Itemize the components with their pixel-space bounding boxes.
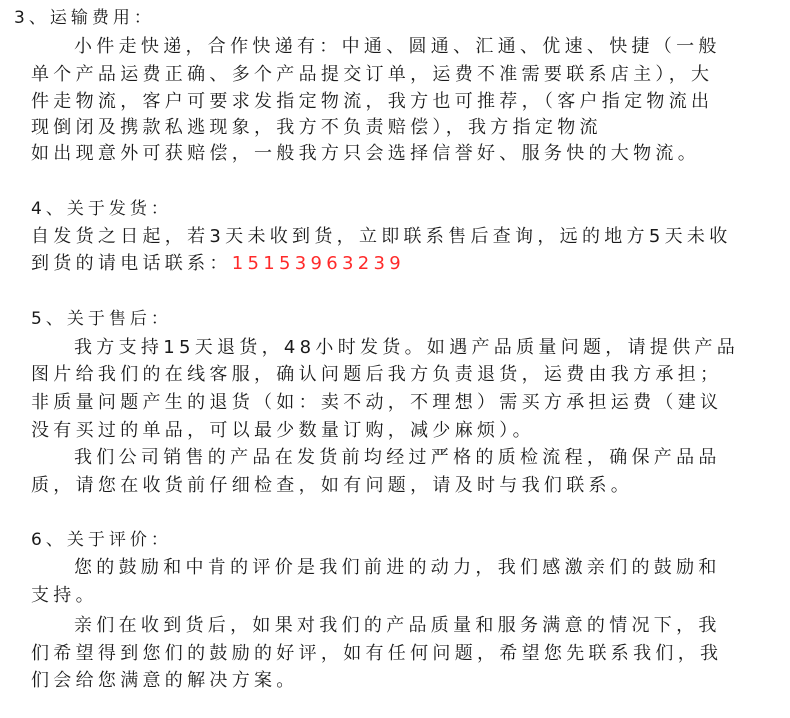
delivery-phone-prefix: 到货的请电话联系： (31, 253, 232, 274)
shipping-cost-line-3: 件走物流，客户可要求发指定物流，我方也可推荐，（客户指定物流出 (31, 91, 714, 112)
shipping-cost-line-5: 如出现意外可获赔偿，一般我方只会选择信誉好、服务快的大物流。 (31, 143, 700, 164)
reviews-heading: 6、关于评价： (31, 530, 172, 550)
after-sales-line-4: 没有买过的单品，可以最少数量订购，减少麻烦）。 (31, 420, 535, 441)
after-sales-line-2: 图片给我们的在线客服，确认问题后我方负责退货，运费由我方承担； (31, 364, 723, 385)
after-sales-line-1: 我方支持15天退货，48小时发货。如遇产品质量问题，请提供产品 (74, 337, 740, 358)
reviews-line-1: 您的鼓励和中肯的评价是我们前进的动力，我们感激亲们的鼓励和 (74, 557, 721, 578)
shipping-cost-line-4: 现倒闭及携款私逃现象，我方不负责赔偿），我方指定物流 (31, 117, 602, 138)
delivery-line-1: 自发货之日起，若3天未收到货，立即联系售后查询，远的地方5天未收 (31, 226, 732, 247)
after-sales-line-6: 质，请您在收货前仔细检查，如有问题，请及时与我们联系。 (31, 475, 634, 496)
shipping-cost-line-2: 单个产品运费正确、多个产品提交订单，运费不准需要联系店主），大 (31, 64, 714, 85)
shipping-cost-heading: 3、运输费用： (14, 8, 155, 28)
after-sales-line-3: 非质量问题产生的退货（如：卖不动，不理想）需买方承担运费（建议 (31, 392, 723, 413)
reviews-line-3: 亲们在收到货后，如果对我们的产品质量和服务满意的情况下，我 (74, 615, 721, 636)
reviews-line-4: 们希望得到您们的鼓励的好评，如有任何问题，希望您先联系我们，我 (31, 643, 723, 664)
after-sales-line-5: 我们公司销售的产品在发货前均经过严格的质检流程，确保产品品 (74, 447, 721, 468)
delivery-contact-line (31, 253, 790, 275)
reviews-line-5: 们会给您满意的解决方案。 (31, 670, 299, 691)
phone-number: 15153963239 (231, 253, 405, 274)
delivery-heading: 4、关于发货： (31, 199, 172, 219)
shipping-cost-line-1: 小件走快递，合作快递有：中通、圆通、汇通、优速、快捷（一般 (74, 36, 721, 57)
after-sales-heading: 5、关于售后： (31, 309, 172, 329)
reviews-line-2: 支持。 (31, 585, 98, 606)
